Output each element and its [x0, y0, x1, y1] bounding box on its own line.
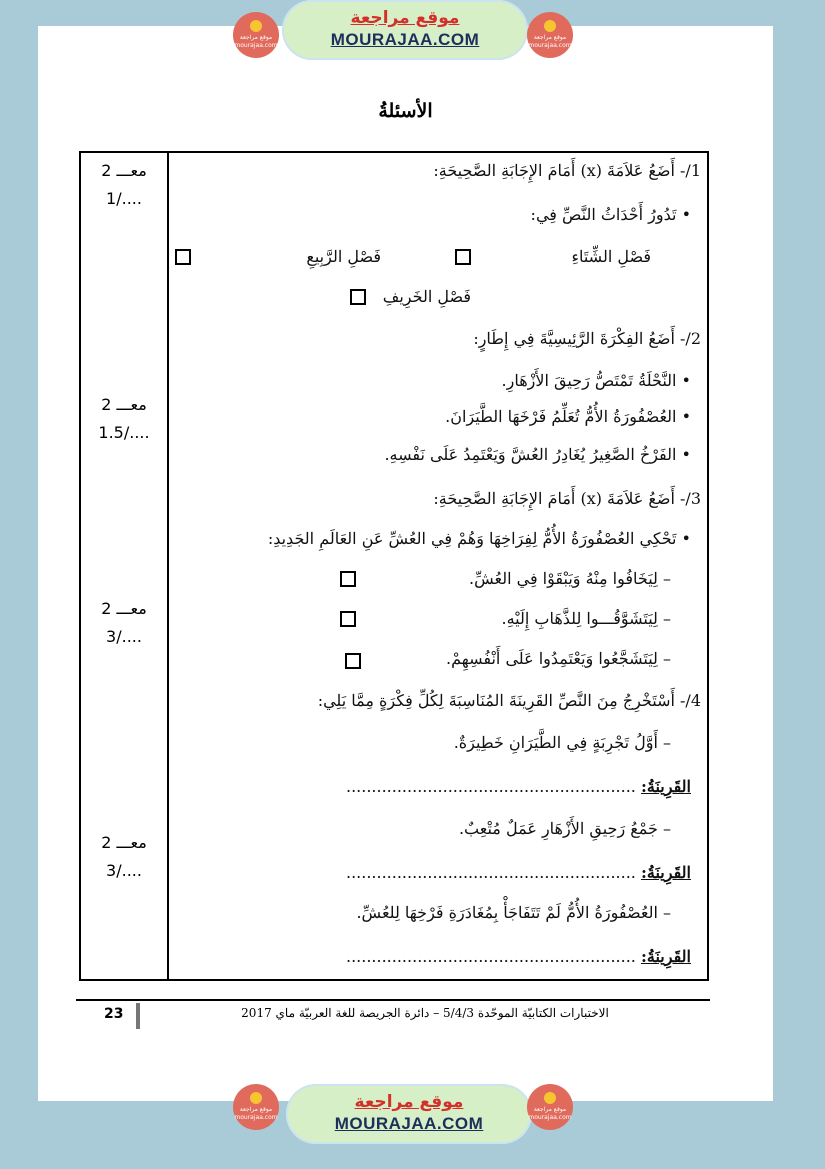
- page-title: الأسئلةُ: [378, 100, 433, 122]
- q4-answer-2[interactable]: القَرِينَةُ: .........................................................: [345, 863, 691, 882]
- q4-item-2: – جَمْعُ رَحِيقِ الأَزْهَارِ عَمَلٌ مُتْعِبٌ.: [458, 819, 671, 838]
- q4-answer-1[interactable]: القَرِينَةُ: .........................................................: [345, 777, 691, 796]
- q4-item-3: – العُصْفُورَةُ الأُمُّ لَمْ تَتَفَاجَأْ بِمُغَادَرَةِ فَرْخِهَا لِلعُشِّ.: [356, 903, 671, 922]
- question-table: [79, 151, 709, 981]
- q3-option-1: – لِيَخَافُوا مِنْهُ وَيَبْقَوْا فِي العُشِّ.: [469, 569, 671, 588]
- score-cell-2: معـــ 2 1.5/....: [98, 395, 150, 442]
- q1-bullet: • تَدُورُ أَحْدَاثُ النَّصِّ فِي:: [530, 205, 691, 224]
- q2-item-2[interactable]: • العُصْفُورَةُ الأُمُّ تُعَلِّمُ فَرْخَهَا الطَّيَرَانَ.: [445, 407, 691, 426]
- q1-option-autumn: فَصْلِ الخَرِيفِ: [382, 287, 471, 306]
- logo-badge-left: موقع مراجعة mourajaa.com: [233, 12, 279, 58]
- q1-checkbox-autumn[interactable]: [350, 289, 366, 305]
- score-cell-3: معـــ 2 3/....: [101, 599, 147, 646]
- q2-item-3[interactable]: • الفَرْخُ الصَّغِيرُ يُغَادِرُ العُشَّ وَيَعْتَمِدُ عَلَى نَفْسِهِ.: [384, 445, 691, 464]
- q3-heading: 3/- أَضَعُ عَلاَمَةَ (x) أَمَامَ الإِجَابَةِ الصَّحِيحَةِ:: [433, 489, 701, 508]
- q3-bullet: • تَحْكِي العُصْفُورَةُ الأُمُّ لِفِرَاخِهَا وَهُمْ فِي العُشِّ عَنِ العَالَمِ الجَدِيدِ:: [267, 529, 691, 548]
- page-number: 23: [104, 1006, 124, 1022]
- footer-divider: [76, 999, 710, 1001]
- q4-answer-3[interactable]: القَرِينَةُ: .........................................................: [345, 947, 691, 966]
- score-cell-4: معـــ 2 3/....: [101, 833, 147, 880]
- banner-english-bottom: MOURAJAA.COM: [334, 1114, 484, 1133]
- banner-english: MOURAJAA.COM: [330, 30, 480, 49]
- q1-checkbox-spring[interactable]: [175, 249, 191, 265]
- q1-option-spring: فَصْلِ الرَّبِيعِ: [306, 247, 381, 266]
- logo-badge-right: موقع مراجعة mourajaa.com: [527, 12, 573, 58]
- logo-badge-left-bottom: موقع مراجعة mourajaa.com: [233, 1084, 279, 1130]
- q3-checkbox-3[interactable]: [345, 653, 361, 669]
- q3-option-3: – لِيَتَشَجَّعُوا وَيَعْتَمِدُوا عَلَى أَنْفُسِهِمْ.: [445, 649, 671, 668]
- q3-option-2: – لِيَتَشَوَّقُـــوا لِلذَّهَابِ إِلَيْهِ.: [501, 609, 671, 628]
- table-divider: [167, 153, 169, 979]
- q1-option-winter: فَصْلِ الشِّتَاءِ: [571, 247, 651, 266]
- q4-item-1: – أَوَّلُ تَجْرِبَةٍ فِي الطَّيَرَانِ خَطِيرَةٌ.: [453, 733, 671, 752]
- logo-badge-right-bottom: موقع مراجعة mourajaa.com: [527, 1084, 573, 1130]
- q3-checkbox-1[interactable]: [340, 571, 356, 587]
- footer-text: الاختبارات الكتابيّة الموحّدة 5/4/3 – دائرة الجريصة للغة العربيّة ماي 2017: [241, 1006, 609, 1020]
- q4-heading: 4/- أَسْتَخْرِجُ مِنَ النَّصِّ القَرِينَةَ المُنَاسِبَةَ لِكُلِّ فِكْرَةٍ مِمَّا يَلِي:: [317, 691, 701, 710]
- q2-item-1[interactable]: • النَّحْلَةُ تَمْتَصُّ رَحِيقَ الأَزْهَارِ.: [501, 371, 691, 390]
- site-banner-top[interactable]: [282, 0, 528, 60]
- q2-heading: 2/- أَضَعُ الفِكْرَةَ الرَّئِيسِيَّةَ فِي إِطَارٍ:: [473, 329, 701, 348]
- q1-checkbox-winter[interactable]: [455, 249, 471, 265]
- score-cell-1: معـــ 2 1/....: [101, 161, 147, 208]
- site-banner-bottom[interactable]: [286, 1084, 532, 1144]
- q3-checkbox-2[interactable]: [340, 611, 356, 627]
- banner-arabic-bottom: موقع مراجعة: [354, 1092, 464, 1112]
- banner-arabic: موقع مراجعة: [350, 8, 460, 28]
- q1-heading: 1/- أَضَعُ عَلاَمَةَ (x) أَمَامَ الإِجَابَةِ الصَّحِيحَةِ:: [433, 161, 701, 180]
